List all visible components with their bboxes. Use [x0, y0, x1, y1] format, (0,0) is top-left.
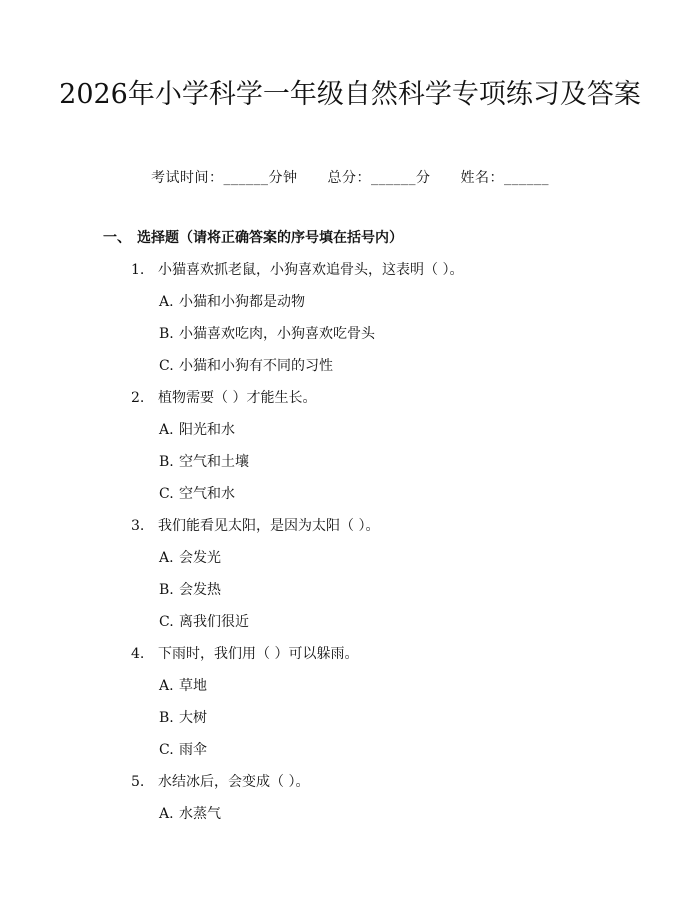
question-number: 4.	[131, 646, 145, 662]
question-text: 小猫喜欢抓老鼠，小狗喜欢追骨头，这表明（ ）。	[158, 262, 464, 278]
section-number: 一、	[103, 230, 131, 246]
option-label: B.	[159, 326, 174, 342]
option-label: B.	[159, 454, 174, 470]
question-number: 1.	[131, 262, 145, 278]
option-5a	[159, 804, 221, 824]
option-label: A.	[159, 294, 174, 310]
option-label: A.	[159, 806, 174, 822]
option-2c	[159, 484, 235, 504]
option-text: 会发光	[179, 550, 221, 566]
option-label: A.	[159, 678, 174, 694]
option-label: C.	[159, 486, 174, 502]
option-2b	[159, 452, 249, 472]
option-text: 水蒸气	[179, 806, 221, 822]
option-text: 离我们很近	[179, 614, 249, 630]
option-1c	[159, 356, 333, 376]
question-3	[131, 516, 379, 536]
option-3a	[159, 548, 221, 568]
question-5	[131, 772, 309, 792]
question-text: 植物需要（ ）才能生长。	[158, 390, 317, 406]
option-1a	[159, 292, 305, 312]
option-3c	[159, 612, 249, 632]
option-text: 空气和土壤	[179, 454, 249, 470]
page-title: 2026年小学科学一年级自然科学专项练习及答案	[59, 79, 641, 110]
question-text: 下雨时，我们用（ ）可以躲雨。	[158, 646, 359, 662]
option-4a	[159, 676, 207, 696]
question-number: 3.	[131, 518, 145, 534]
option-text: 小猫和小狗都是动物	[179, 294, 305, 310]
student-name-field: 姓名：______	[460, 170, 549, 186]
option-4b	[159, 708, 207, 728]
option-label: C.	[159, 742, 174, 758]
section-heading	[103, 228, 403, 248]
question-text: 我们能看见太阳，是因为太阳（ ）。	[158, 518, 380, 534]
option-label: A.	[159, 550, 174, 566]
question-2	[131, 388, 316, 408]
exam-time-field: 考试时间：______分钟	[151, 170, 298, 186]
option-2a	[159, 420, 235, 440]
option-text: 会发热	[179, 582, 221, 598]
question-number: 2.	[131, 390, 145, 406]
question-4	[131, 644, 358, 664]
option-4c	[159, 740, 207, 760]
option-text: 空气和水	[179, 486, 235, 502]
option-label: A.	[159, 422, 174, 438]
option-3b	[159, 580, 221, 600]
option-text: 大树	[179, 710, 207, 726]
option-text: 小猫喜欢吃肉，小狗喜欢吃骨头	[179, 326, 375, 342]
option-label: B.	[159, 710, 174, 726]
section-title: 选择题（请将正确答案的序号填在括号内）	[137, 230, 403, 246]
total-score-field: 总分：______分	[327, 170, 431, 186]
option-label: C.	[159, 358, 174, 374]
exam-meta-line	[0, 168, 700, 188]
question-1	[131, 260, 463, 280]
question-number: 5.	[131, 774, 145, 790]
option-1b	[159, 324, 375, 344]
question-text: 水结冰后，会变成（ ）。	[158, 774, 310, 790]
option-label: B.	[159, 582, 174, 598]
option-label: C.	[159, 614, 174, 630]
option-text: 草地	[179, 678, 207, 694]
option-text: 小猫和小狗有不同的习性	[179, 358, 333, 374]
option-text: 雨伞	[179, 742, 207, 758]
option-text: 阳光和水	[179, 422, 235, 438]
